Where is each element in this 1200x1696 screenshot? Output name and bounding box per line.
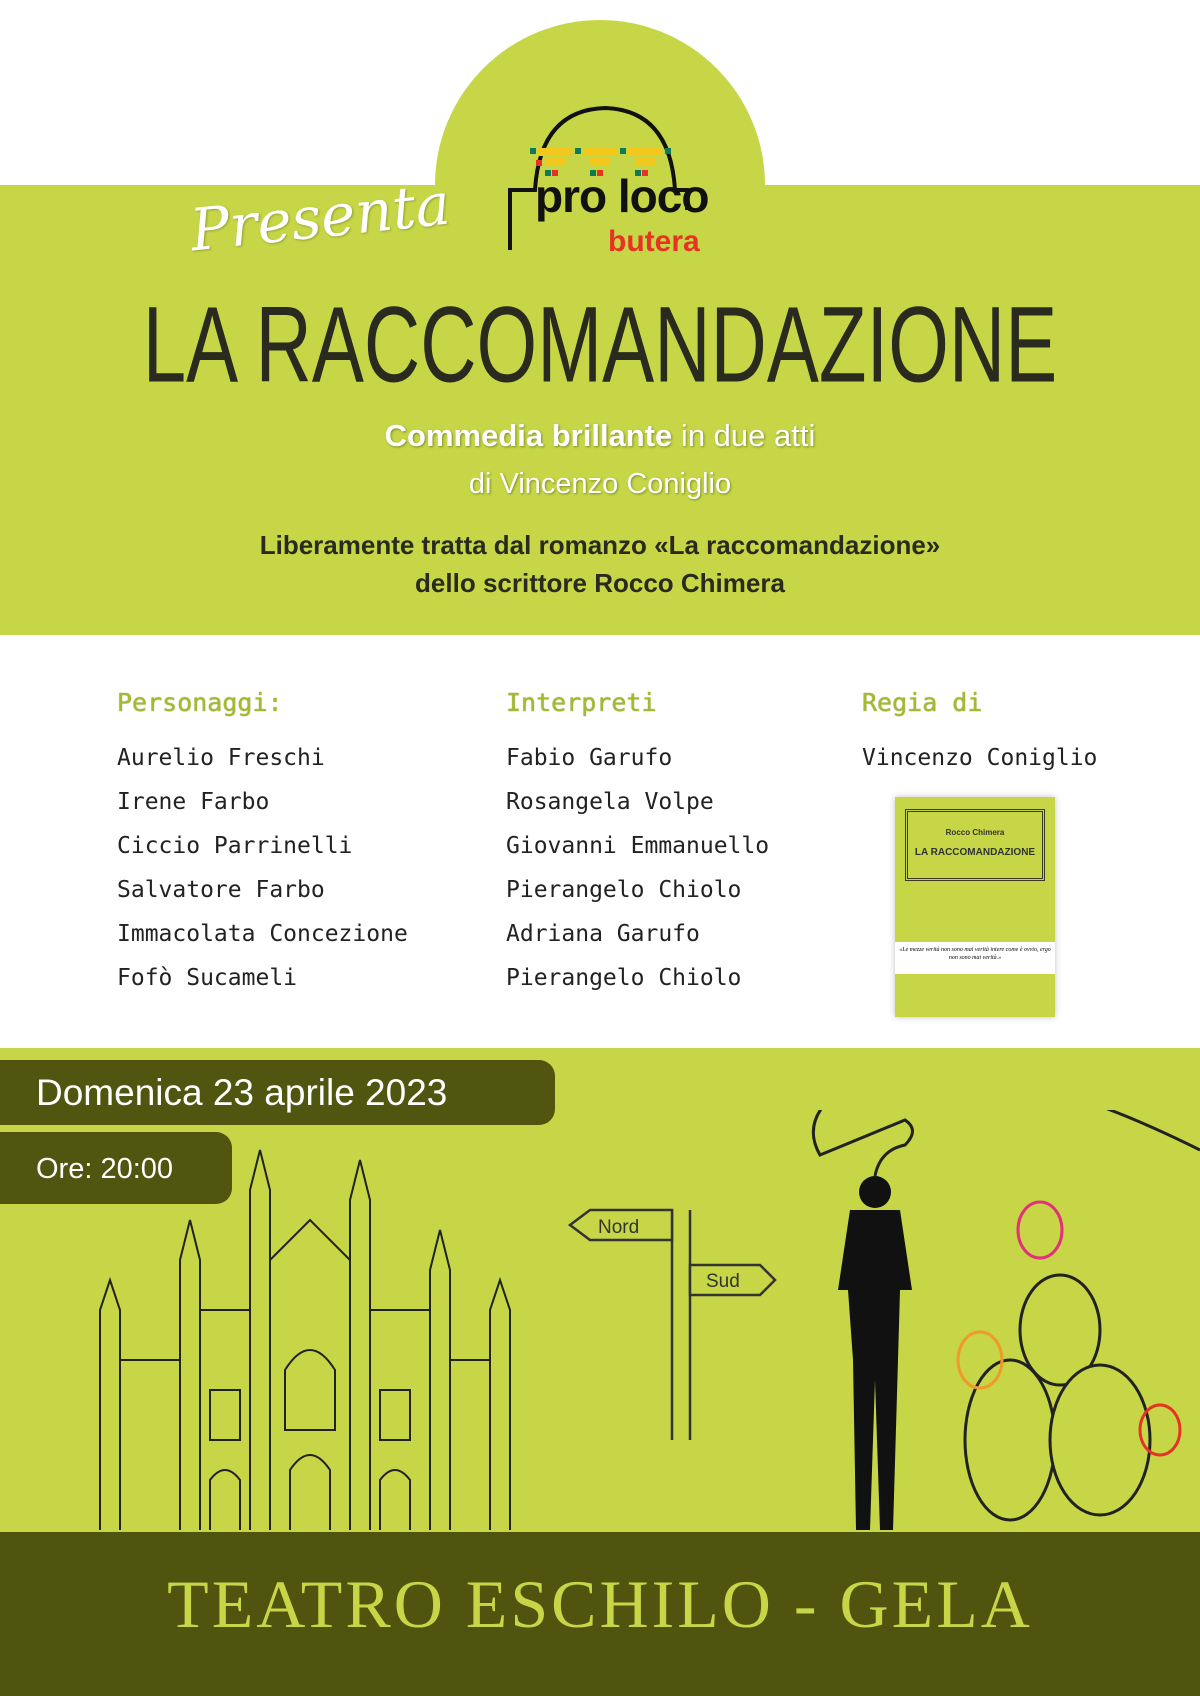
- actor: Pierangelo Chiolo: [506, 877, 742, 903]
- businessman-silhouette: [838, 1176, 912, 1530]
- character: Fofò Sucameli: [117, 965, 298, 991]
- subtitle-rest: in due atti: [672, 418, 816, 453]
- sign-south: Sud: [706, 1271, 740, 1292]
- subtitle: [0, 418, 1200, 454]
- cactus-illustration: [958, 1202, 1180, 1520]
- book-cover: [895, 797, 1055, 1017]
- subtitle-bold: Commedia brillante: [384, 418, 673, 453]
- source-line-2: dello scrittore Rocco Chimera: [415, 568, 785, 598]
- signpost: [570, 1210, 775, 1440]
- character: Ciccio Parrinelli: [117, 833, 353, 859]
- director-name: Vincenzo Coniglio: [862, 745, 1098, 771]
- character: Salvatore Farbo: [117, 877, 325, 903]
- actor: Fabio Garufo: [506, 745, 673, 771]
- actors-heading: Interpreti: [506, 688, 657, 717]
- characters-column: [117, 688, 408, 1009]
- character: Irene Farbo: [117, 789, 270, 815]
- venue-title: TEATRO ESCHILO - GELA: [167, 1566, 1033, 1642]
- director-heading: Regia di: [862, 688, 983, 717]
- illustration: [0, 1110, 1200, 1540]
- actor: Pierangelo Chiolo: [506, 965, 742, 991]
- book-quote: «Le mezze verità non sono mai verità intere come è ovvio, ergo non sono mai verità.»: [895, 942, 1055, 974]
- sign-north: Nord: [598, 1217, 640, 1238]
- actor: Rosangela Volpe: [506, 789, 714, 815]
- time-badge: Ore: 20:00: [0, 1132, 232, 1204]
- date-badge: Domenica 23 aprile 2023: [0, 1060, 555, 1125]
- proloco-logo: [490, 70, 720, 265]
- presenta-script: Presenta: [187, 169, 454, 265]
- show-title: LA RACCOMANDAZIONE: [142, 284, 1058, 406]
- characters-heading: Personaggi:: [117, 688, 283, 717]
- logo-text: pro loco: [535, 170, 709, 222]
- actors-column: [506, 688, 769, 1009]
- book-title: LA RACCOMANDAZIONE: [914, 847, 1036, 858]
- source-line-1: Liberamente tratta dal romanzo «La raccomandazione»: [259, 530, 941, 560]
- logo-subtext: butera: [608, 225, 700, 258]
- actor: Adriana Garufo: [506, 921, 700, 947]
- character: Immacolata Concezione: [117, 921, 408, 947]
- book-author: Rocco Chimera: [945, 828, 1005, 837]
- actor: Giovanni Emmanuello: [506, 833, 770, 859]
- author-line: di Vincenzo Coniglio: [468, 468, 732, 500]
- cathedral-icon: [100, 1150, 510, 1530]
- director-column: [862, 688, 1097, 789]
- hand-illustration: [813, 1110, 1200, 1176]
- book-frame: [905, 809, 1045, 881]
- character: Aurelio Freschi: [117, 745, 325, 771]
